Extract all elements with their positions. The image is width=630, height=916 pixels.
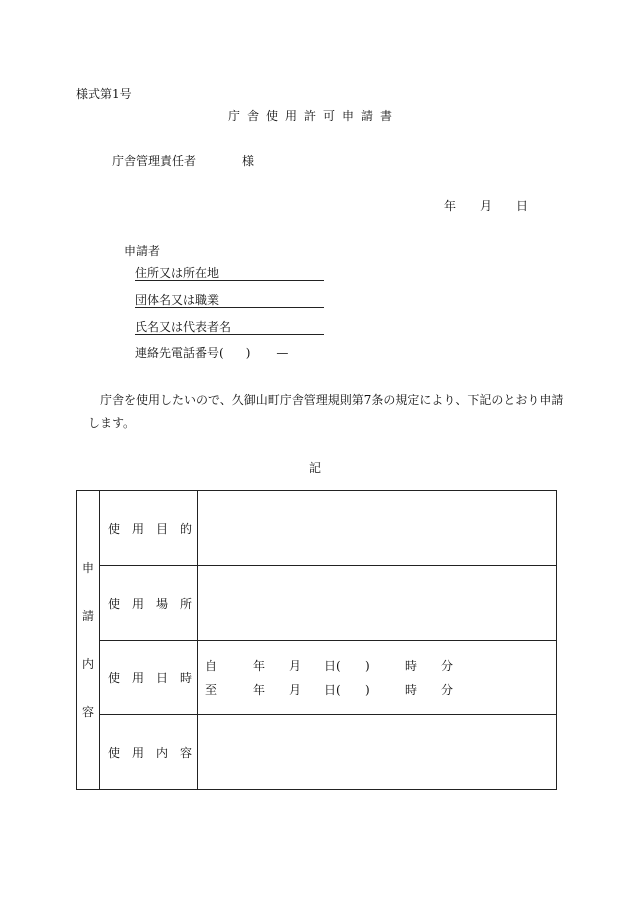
from-month: 月 <box>289 659 302 673</box>
date-day: 日 <box>516 199 529 213</box>
place-value[interactable] <box>198 566 557 641</box>
to-month: 月 <box>289 683 302 697</box>
section-char: 申 <box>81 561 94 575</box>
table-row <box>77 715 557 790</box>
content-label: 使用内容 <box>100 715 198 790</box>
phone-dash: — <box>276 346 289 360</box>
form-number: 様式第1号 <box>76 87 132 101</box>
organization-label: 団体名又は職業 <box>135 293 220 307</box>
to-hour: 時 <box>405 683 418 697</box>
phone-field <box>135 346 288 360</box>
section-char: 請 <box>81 609 94 623</box>
from-day: 日( <box>324 659 341 673</box>
to-datetime-line <box>198 678 556 702</box>
purpose-value[interactable] <box>198 491 557 566</box>
from-year: 年 <box>253 659 266 673</box>
to-minute: 分 <box>441 683 454 697</box>
body-text-line1: 庁舎を使用したいので、久御山町庁舎管理規則第7条の規定により、下記のとおり申請 <box>100 393 564 407</box>
phone-paren-open: ( <box>219 346 224 360</box>
addressee-name: 庁舎管理責任者 <box>112 154 197 168</box>
date-year: 年 <box>444 199 457 213</box>
from-hour: 時 <box>405 659 418 673</box>
table-row <box>77 566 557 641</box>
addressee-honorific: 様 <box>242 154 255 168</box>
datetime-label: 使用日時 <box>100 641 198 715</box>
body-text-line2: します。 <box>88 416 136 430</box>
purpose-label: 使用目的 <box>100 491 198 566</box>
section-char: 内 <box>81 657 94 671</box>
datetime-value[interactable] <box>198 641 557 715</box>
date-month: 月 <box>480 199 493 213</box>
name-label: 氏名又は代表者名 <box>135 320 232 334</box>
organization-field <box>135 293 324 308</box>
applicant-heading: 申請者 <box>124 244 161 258</box>
to-year: 年 <box>253 683 266 697</box>
table-row <box>77 491 557 566</box>
address-field <box>135 266 324 281</box>
section-char: 容 <box>81 705 94 719</box>
section-label-cell <box>77 491 100 790</box>
address-label: 住所又は所在地 <box>135 266 220 280</box>
from-minute: 分 <box>441 659 454 673</box>
to-prefix: 至 <box>205 683 218 697</box>
application-table <box>76 490 557 790</box>
from-paren-close: ) <box>365 658 370 673</box>
phone-paren-close: ) <box>245 346 251 360</box>
document-title: 庁舎使用許可申請書 <box>228 109 400 123</box>
table-row <box>77 641 557 715</box>
content-value[interactable] <box>198 715 557 790</box>
to-day: 日( <box>324 683 341 697</box>
to-paren-close: ) <box>365 682 370 697</box>
ki-heading: 記 <box>309 461 322 475</box>
place-label: 使用場所 <box>100 566 198 641</box>
from-datetime-line <box>198 654 556 678</box>
phone-label: 連絡先電話番号 <box>135 346 220 360</box>
from-prefix: 自 <box>205 659 218 673</box>
name-field <box>135 320 324 335</box>
